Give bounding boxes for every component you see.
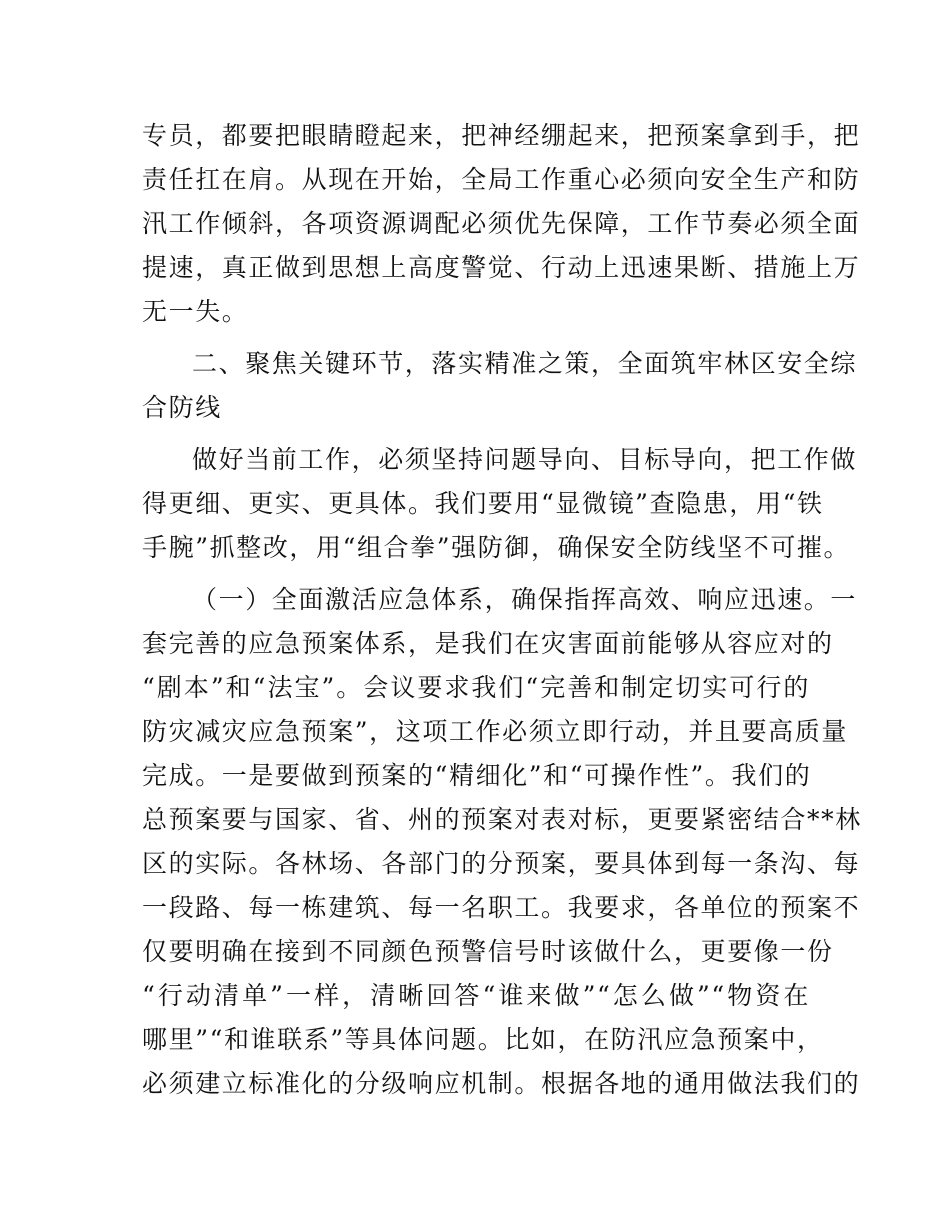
- text-line: 做好当前工作，必须坚持问题导向、目标导向，把工作做: [192, 445, 858, 474]
- paragraph-body: [142, 438, 858, 570]
- text-line: 一段路、每一栋建筑、每一名职工。我要求，各单位的预案不: [142, 893, 861, 922]
- text-line: 合防线: [142, 393, 222, 422]
- text-line: 防灾减灾应急预案”，这项工作必须立即行动，并且要高质量: [142, 717, 848, 746]
- paragraph-continuation: [142, 114, 861, 334]
- text-line: “行动清单”一样，清晰回答“谁来做”“怎么做”“物资在: [142, 981, 810, 1010]
- text-line: 区的实际。各林场、各部门的分预案，要具体到每一条沟、每: [142, 849, 861, 878]
- text-line: 得更细、更实、更具体。我们要用“显微镜”查隐患，用“铁: [142, 489, 824, 518]
- text-line: 手腕”抓整改，用“组合拳”强防御，确保安全防线坚不可摧。: [142, 533, 851, 562]
- text-line: 专员，都要把眼睛瞪起来，把神经绷起来，把预案拿到手，把: [142, 121, 861, 150]
- text-line: 哪里”“和谁联系”等具体问题。比如，在防汛应急预案中，: [142, 1025, 824, 1054]
- text-line: 无一失。: [142, 297, 249, 326]
- text-line: 二、聚焦关键环节，落实精准之策，全面筑牢林区安全综: [192, 349, 858, 378]
- text-line: 仅要明确在接到不同颜色预警信号时该做什么，更要像一份: [142, 937, 834, 966]
- text-line: 必须建立标准化的分级响应机制。根据各地的通用做法我们的: [142, 1069, 861, 1098]
- text-line: （一）全面激活应急体系，确保指挥高效、响应迅速。一: [192, 585, 858, 614]
- text-line: 提速，真正做到思想上高度警觉、行动上迅速果断、措施上万: [142, 253, 861, 282]
- text-line: 套完善的应急预案体系，是我们在灾害面前能够从容应对的: [142, 629, 834, 658]
- text-line: 完成。一是要做到预案的“精细化”和“可操作性”。我们的: [142, 761, 812, 790]
- text-line: 汛工作倾斜，各项资源调配必须优先保障，工作节奏必须全面: [142, 209, 861, 238]
- document-body: [142, 114, 862, 1106]
- paragraph-gap: [142, 430, 810, 438]
- paragraph-gap: [142, 570, 810, 578]
- section-heading: [142, 342, 858, 430]
- text-line: 总预案要与国家、省、州的预案对表对标，更要紧密结合**林: [142, 805, 862, 834]
- paragraph-body: [142, 578, 862, 1106]
- paragraph-gap: [142, 334, 810, 342]
- text-line: “剧本”和“法宝”。会议要求我们“完善和制定切实可行的: [142, 673, 810, 702]
- text-line: 责任扛在肩。从现在开始，全局工作重心必须向安全生产和防: [142, 165, 861, 194]
